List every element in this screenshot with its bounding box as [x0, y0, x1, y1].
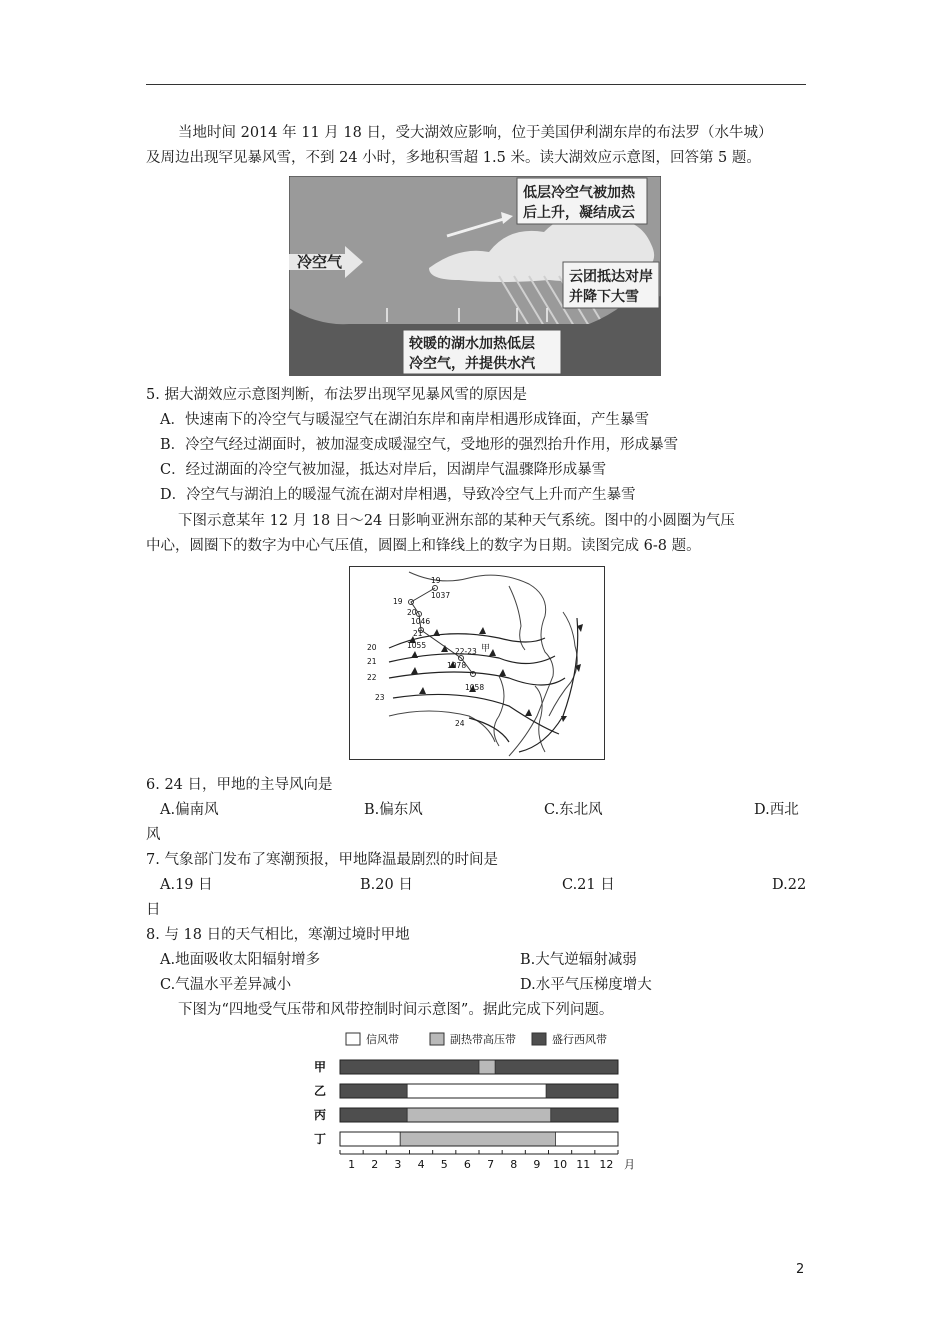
bar-segment-2-1: [407, 1108, 551, 1122]
bar-segment-3-0: [340, 1132, 400, 1146]
q8-option-c: C.气温水平差异减小: [160, 977, 292, 993]
map-front-21: 21: [367, 657, 377, 666]
legend-label-1: 副热带高压带: [450, 1033, 516, 1046]
map-pressure-1037: 1037: [431, 591, 451, 600]
x-tick-label-6: 7: [487, 1158, 495, 1171]
intro2-line1: 下图示意某年 12 月 18 日～24 日影响亚洲东部的某种天气系统。图中的小圆圈为气压: [178, 513, 735, 529]
x-tick-label-3: 4: [417, 1158, 425, 1171]
fig1-label-right-2: 并降下大雪: [569, 289, 639, 305]
legend-label-2: 盛行西风带: [552, 1033, 607, 1046]
map-front-23: 23: [375, 693, 385, 702]
fig1-label-top-2: 后上升，凝结成云: [523, 205, 635, 221]
x-tick-label-0: 1: [348, 1158, 356, 1171]
map-date-19b: 19: [393, 597, 403, 606]
q7-option-c: C.21 日: [562, 877, 615, 893]
bar-segment-1-1: [407, 1084, 546, 1098]
x-tick-label-9: 10: [553, 1158, 568, 1171]
bar-segment-0-2: [495, 1060, 618, 1074]
q8-option-a: A.地面吸收太阳辐射增多: [160, 952, 321, 968]
bar-segment-2-0: [340, 1108, 407, 1122]
bar-segment-3-2: [555, 1132, 618, 1146]
map-pressure-1046: 1046: [411, 617, 431, 626]
intro2-line2: 中心，圆圈下的数字为中心气压值，圆圈上和锋线上的数字为日期。读图完成 6-8 题。: [146, 538, 701, 554]
map-date-19a: 19: [431, 576, 441, 585]
fig1-label-top-1: 低层冷空气被加热: [523, 185, 635, 201]
row-label-1: 乙: [314, 1084, 327, 1098]
bar-segment-0-0: [340, 1060, 479, 1074]
row-label-2: 丙: [314, 1108, 327, 1122]
q7-option-d-wrap: 日: [146, 902, 161, 918]
map-front-22: 22: [367, 673, 377, 682]
legend-swatch-1: [430, 1033, 444, 1045]
q6-option-b: B.偏东风: [364, 802, 423, 818]
map-front-20: 20: [367, 643, 377, 652]
row-label-0: 甲: [314, 1060, 327, 1074]
map-label-jia: 甲: [481, 644, 491, 654]
header-rule: [146, 84, 806, 85]
page-number: 2: [796, 1262, 805, 1277]
map-date-22-23: 22-23: [455, 647, 477, 656]
map-date-20a: 20: [407, 608, 417, 617]
legend-swatch-0: [346, 1033, 360, 1045]
map-frame: [350, 567, 605, 760]
weather-map-figure: [349, 566, 605, 760]
fig1-label-bottom-1: 较暖的湖水加热低层: [409, 336, 535, 352]
q7-stem: 7. 气象部门发布了寒潮预报，甲地降温最剧烈的时间是: [146, 852, 498, 868]
q5-option-c: C．经过湖面的冷空气被加湿，抵达对岸后，因湖岸气温骤降形成暴雪: [160, 462, 607, 478]
x-tick-label-11: 12: [599, 1158, 614, 1171]
map-date-21a: 21: [413, 629, 423, 638]
bar-segment-1-2: [546, 1084, 618, 1098]
legend-swatch-2: [532, 1033, 546, 1045]
q8-option-d: D.水平气压梯度增大: [520, 977, 652, 993]
chart-legend: [346, 1032, 607, 1046]
map-pressure-1058: 1058: [465, 683, 485, 692]
q8-stem: 8. 与 18 日的天气相比，寒潮过境时甲地: [146, 927, 410, 943]
x-tick-label-4: 5: [440, 1158, 448, 1171]
q5-option-d: D．冷空气与湖泊上的暖湿气流在湖对岸相遇，导致冷空气上升而产生暴雪: [160, 487, 636, 503]
legend-label-0: 信风带: [366, 1033, 399, 1046]
x-tick-label-10: 11: [576, 1158, 591, 1171]
x-tick-label-5: 6: [463, 1158, 471, 1171]
x-tick-label-2: 3: [394, 1158, 402, 1171]
x-tick-label-7: 8: [510, 1158, 518, 1171]
q6-option-c: C.东北风: [544, 802, 603, 818]
q6-option-d: D.西北: [754, 802, 799, 818]
q5-stem: 5. 据大湖效应示意图判断，布法罗出现罕见暴风雪的原因是: [146, 387, 527, 403]
x-axis-unit: 月: [624, 1158, 635, 1171]
q6-option-a: A.偏南风: [160, 802, 219, 818]
q5-option-b: B．冷空气经过湖面时，被加湿变成暖湿空气，受地形的强烈抬升作用，形成暴雪: [160, 437, 679, 453]
chart-rows: [314, 1060, 618, 1146]
q7-option-b: B.20 日: [360, 877, 413, 893]
x-tick-label-8: 9: [533, 1158, 541, 1171]
q7-option-d: D.22: [772, 877, 807, 893]
map-front-24: 24: [455, 719, 465, 728]
q8-option-b: B.大气逆辐射减弱: [520, 952, 637, 968]
row-label-3: 丁: [314, 1132, 327, 1146]
bar-segment-2-2: [551, 1108, 618, 1122]
bar-segment-1-0: [340, 1084, 407, 1098]
lake-effect-figure: [289, 176, 661, 376]
intro1-line2: 及周边出现罕见暴风雪，不到 24 小时，多地积雪超 1.5 米。读大湖效应示意图，回答第 5 题。: [146, 150, 761, 166]
fig1-label-right-1: 云团抵达对岸: [569, 269, 653, 285]
belt-chart: [308, 1028, 648, 1178]
q5-option-a: A．快速南下的冷空气与暖湿空气在湖泊东岸和南岸相遇形成锋面，产生暴雪: [160, 412, 649, 428]
q7-option-a: A.19 日: [160, 877, 213, 893]
intro3: 下图为“四地受气压带和风带控制时间示意图”。据此完成下列问题。: [178, 1002, 614, 1018]
x-tick-label-1: 2: [371, 1158, 379, 1171]
bar-segment-0-1: [479, 1060, 495, 1074]
fig1-label-cold-air: 冷空气: [297, 253, 343, 271]
fig1-label-bottom-2: 冷空气，并提供水汽: [409, 356, 535, 372]
intro1-line1: 当地时间 2014 年 11 月 18 日，受大湖效应影响，位于美国伊利湖东岸的布法罗（水牛城）: [178, 125, 773, 141]
map-pressure-1055: 1055: [407, 641, 427, 650]
bar-segment-3-1: [400, 1132, 555, 1146]
q6-option-d-wrap: 风: [146, 827, 161, 843]
q6-stem: 6. 24 日，甲地的主导风向是: [146, 777, 333, 793]
map-pressure-1078: 1078: [447, 661, 467, 670]
chart-x-axis: [340, 1150, 635, 1171]
